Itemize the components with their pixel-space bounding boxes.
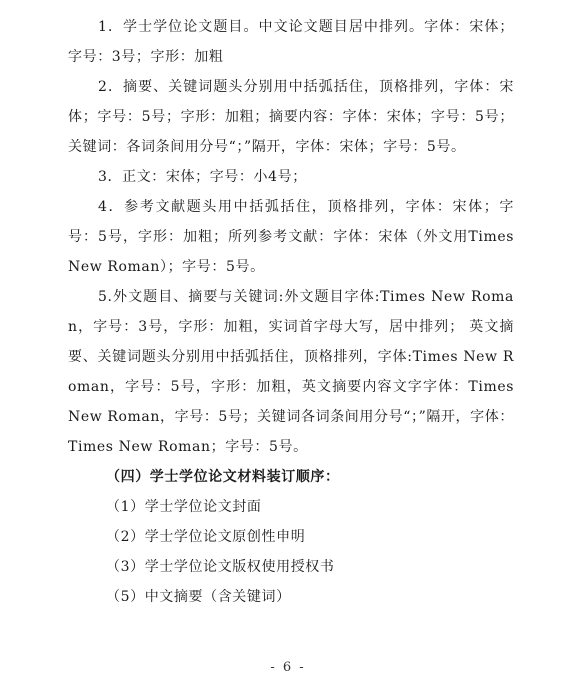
- paragraph-title-format: 1．学士学位论文题目。中文论文题目居中排列。字体：宋体；字号：3号；字形：加粗: [68, 19, 514, 65]
- section-heading: （四）学士学位论文材料装订顺序：: [106, 469, 340, 485]
- list-item-cover: （1）学士学位论文封面: [106, 499, 262, 515]
- list-item-abstract: （5）中文摘要（含关键词）: [106, 589, 291, 605]
- paragraph-body-format: 3．正文：宋体；字号：小4号；: [98, 169, 307, 185]
- list-item-originality: （2）学士学位论文原创性申明: [106, 529, 306, 545]
- paragraph-abstract-format: 2．摘要、关键词题头分别用中括弧括住，顶格排列，字体：宋体；字号：5号；字形：加粗；摘要内容：字体：宋体；字号：5号；关键词：各词条间用分号“；”隔开，字体：宋体；字号：5号。: [68, 79, 514, 155]
- list-item-copyright: （3）学士学位论文版权使用授权书: [106, 559, 335, 575]
- page-number: - 6 -: [270, 660, 306, 675]
- paragraph-references-format: 4．参考文献题头用中括弧括住，顶格排列，字体：宋体；字号：5号，字形：加粗；所列参考文献：字体：宋体（外文用Times New Roman）；字号：5号。: [68, 199, 514, 275]
- paragraph-foreign-format: 5.外文题目、摘要与关键词:外文题目字体:Times New Roman，字号：3号，字形：加粗，实词首字母大写，居中排列； 英文摘要、关键词题头分别用中括弧括住，顶格排列，字体:Times New Roman，字号：5号，字形：加粗，英文摘要内容文字字体：Times New Roman，字号：5号；关键词各词条间用分号“；”隔开，字体：Times New Roman；字号：5号。: [68, 289, 514, 455]
- document-body: [68, 12, 514, 612]
